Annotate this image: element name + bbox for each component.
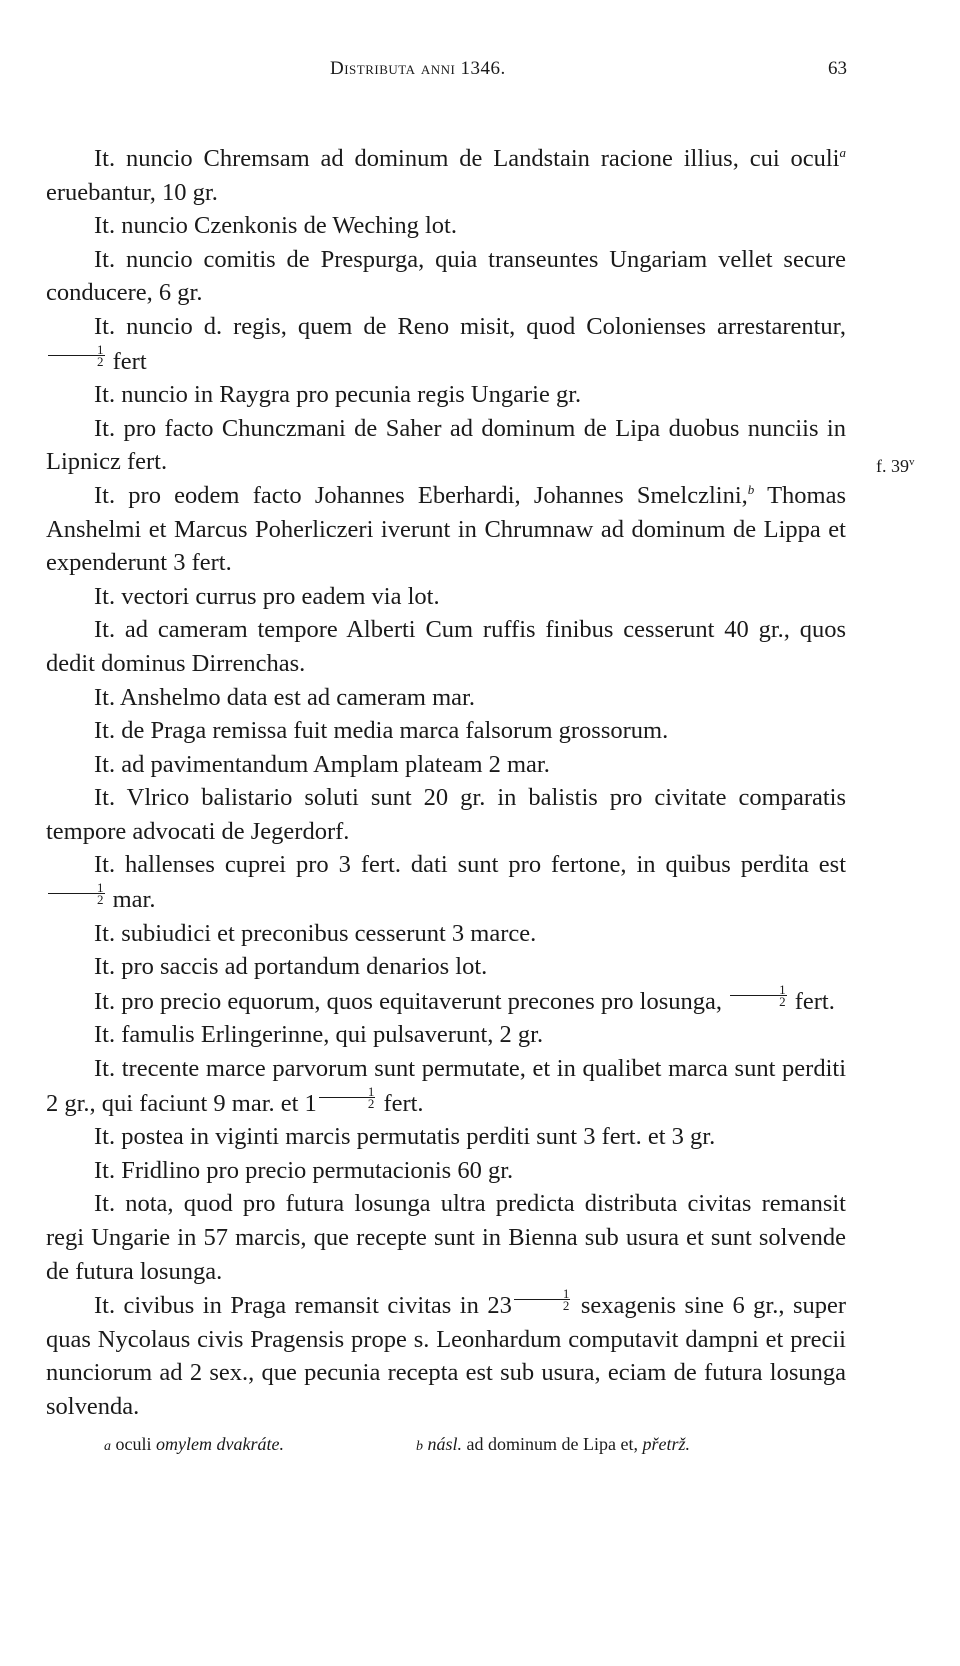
entry: It. subiudici et preconibus cesserunt 3 marce. (94, 919, 537, 947)
fraction: $\frac{1}{2}$ (514, 1288, 571, 1311)
fraction: $\frac{1}{2}$ (48, 344, 105, 367)
footnote-a: a oculi omylem dvakráte. (104, 1434, 284, 1454)
entry: It. postea in viginti marcis permutatis perditi sunt 3 fert. et 3 gr. (94, 1123, 716, 1151)
entry: It. nuncio d. regis, quem de Reno misit, quod Colonienses arrestarentur, $\frac{1}{2}$ fert (46, 310, 846, 378)
page-number: 63 (828, 58, 847, 79)
entry: It. Vlrico balistario soluti sunt 20 gr. in balistis pro civitate comparatis tempore advocati de Jegerdorf. (46, 784, 846, 845)
entry: It. pro eodem facto Johannes Eberhardi, Johannes Smelczlini,$^b$ Thomas Anshelmi et Marcus Poherliczeri iverunt in Chrumnaw ad dominum de Lippa et expenderunt 3 fert. (46, 481, 846, 577)
footnote-ref-a: a (839, 145, 846, 160)
footnote-mark: b (416, 1439, 423, 1454)
folio-label: f. 39 (876, 456, 909, 476)
running-title: Distributa anni 1346. (330, 58, 506, 79)
body-text (46, 142, 846, 1424)
entry: It. hallenses cuprei pro 3 fert. dati sunt pro fertone, in quibus perdita est $\frac{1}{2}$ mar. (46, 848, 846, 916)
entry: It. pro precio equorum, quos equitaverunt precones pro losunga, $\frac{1}{2}$ fert. (94, 981, 835, 1015)
fraction: $\frac{1}{2}$ (319, 1086, 376, 1109)
entry: It. trecente marce parvorum sunt permutate, et in qualibet marca sunt perditi 2 gr., qui faciunt 9 mar. et 1 $\frac{1}{2}$ fert. (46, 1055, 846, 1117)
entry: It. Fridlino pro precio permutacionis 60 gr. (94, 1156, 514, 1184)
entry: It. nuncio Chremsam ad dominum de Landstain racione illius, cui oculi$^a$ eruebantur, 10 gr. (46, 145, 846, 206)
entry: It. ad pavimentandum Amplam plateam 2 mar. (94, 750, 550, 778)
fraction: $\frac{1}{2}$ (48, 882, 105, 905)
entry: It. civibus in Praga remansit civitas in 23 $\frac{1}{2}$ sexagenis sine 6 gr., super quas Nycolaus civis Pragensis prope s. Leonhardum computavit dampni et precii nunciorum ad 2 sex., que pecunia recepta est sub usura, eciam de futura losunga solvenda. (46, 1286, 847, 1420)
fraction: $\frac{1}{2}$ (730, 984, 787, 1007)
folio-margin-note (876, 456, 915, 477)
entry: It. ad cameram tempore Alberti Cum ruffis finibus cesserunt 40 gr., quos dedit dominus Dirrenchas. (46, 616, 846, 677)
footnote-ref-b: b (747, 481, 755, 497)
entry: It. de Praga remissa fuit media marca falsorum grossorum. (94, 717, 669, 745)
entry: It. Anshelmo data est ad cameram mar. (94, 683, 475, 711)
folio-superscript: v (909, 456, 915, 468)
entry: It. nota, quod pro futura losunga ultra predicta distributa civitas remansit regi Ungarie in 57 marcis, que recepte sunt in Bienna sub usura et sunt solvende de futura losunga. (46, 1190, 846, 1285)
entry: It. pro saccis ad portandum denarios lot. (94, 953, 488, 981)
entry: It. nuncio in Raygra pro pecunia regis Ungarie gr. (94, 381, 582, 409)
footnote-mark: a (104, 1439, 111, 1454)
entry: It. nuncio Czenkonis de Weching lot. (94, 212, 457, 240)
entry: It. pro facto Chunczmani de Saher ad dominum de Lipa duobus nunciis in Lipnicz fert. (46, 414, 846, 476)
entry: It. famulis Erlingerinne, qui pulsaverunt, 2 gr. (94, 1021, 544, 1049)
entry: It. nuncio comitis de Prespurga, quia transeuntes Ungariam vellet secure conducere, 6 gr. (46, 245, 846, 307)
footnote-b: b násl. ad dominum de Lipa et, přetrž. (416, 1434, 690, 1454)
entry: It. vectori currus pro eadem via lot. (94, 582, 440, 610)
page-header (0, 58, 960, 88)
